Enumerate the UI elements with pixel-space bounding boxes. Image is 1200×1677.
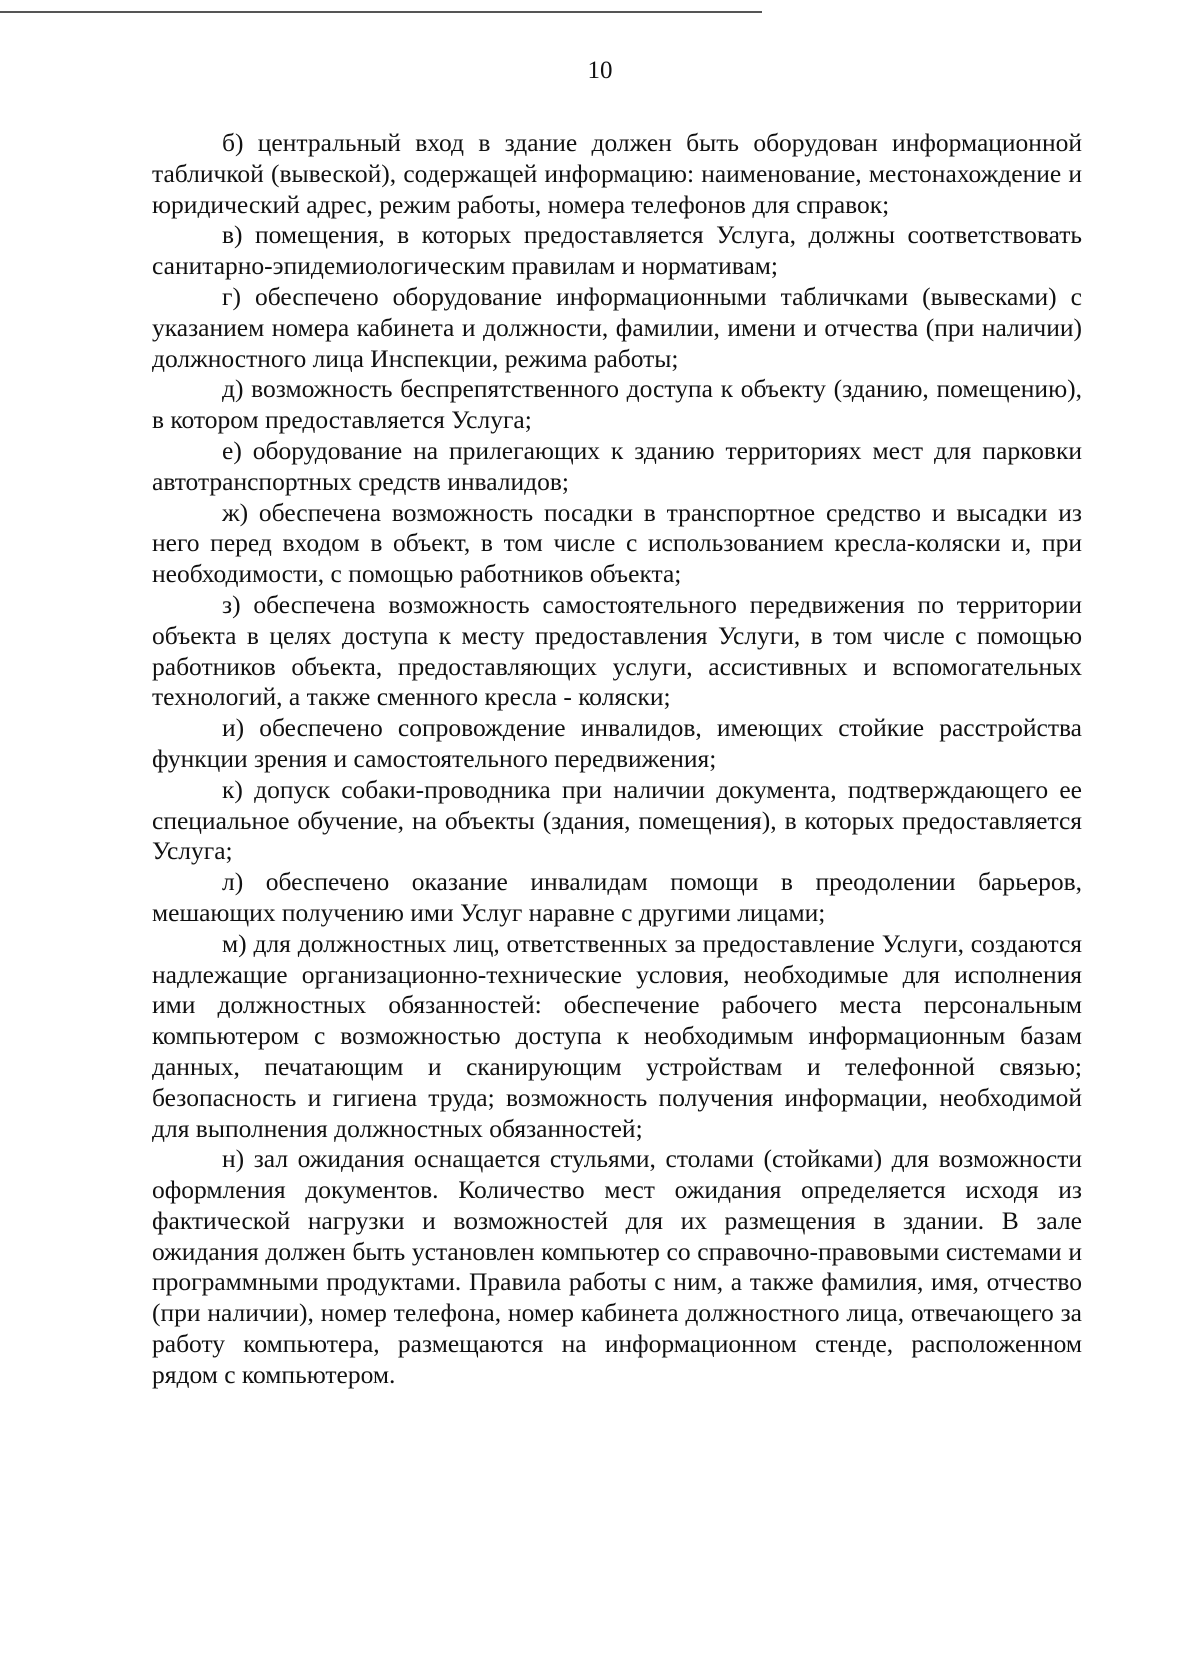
paragraph-g: г) обеспечено оборудование информационными табличками (вывесками) с указанием номера кабинета и должности, фамилии, имени и отчества (при наличии) должностного лица Инспекции, режима работы; <box>152 281 1082 373</box>
paragraph-v: в) помещения, в которых предоставляется Услуга, должны соответствовать санитарно-эпидемиологическим правилам и нормативам; <box>152 220 1082 281</box>
page-number: 10 <box>587 57 613 84</box>
paragraph-e: е) оборудование на прилегающих к зданию территориях мест для парковки автотранспортных средств инвалидов; <box>152 435 1082 496</box>
document-body <box>152 128 1082 1391</box>
paragraph-b: б) центральный вход в здание должен быть оборудован информационной табличкой (вывеской), содержащей информацию: наименование, местонахождение и юридический адрес, режим работы, номера телефонов для справок; <box>152 128 1082 219</box>
paragraph-m: м) для должностных лиц, ответственных за предоставление Услуги, создаются надлежащие организационно-технические условия, необходимые для исполнения ими должностных обязанностей: обеспечение рабочего места персональным компьютером с возможностью доступа к необходимым информационным базам данных, печатающим и сканирующим устройствам и телефонной связью; безопасность и гигиена труда; возможность получения информации, необходимой для выполнения должностных обязанностей; <box>152 928 1082 1143</box>
paragraph-i: и) обеспечено сопровождение инвалидов, имеющих стойкие расстройства функции зрения и самостоятельного передвижения; <box>152 713 1082 773</box>
paragraph-d: д) возможность беспрепятственного доступа к объекту (зданию, помещению), в котором предоставляется Услуга; <box>152 374 1082 435</box>
top-rule <box>0 11 762 13</box>
paragraph-n: н) зал ожидания оснащается стульями, столами (стойками) для возможности оформления документов. Количество мест ожидания определяется исходя из фактической нагрузки и возможностей для их размещения в здании. В зале ожидания должен быть установлен компьютер со справочно-правовыми системами и программными продуктами. Правила работы с ним, а также фамилия, имя, отчество (при наличии), номер телефона, номер кабинета должностного лица, отвечающего за работу компьютера, размещаются на информационном стенде, расположенном рядом с компьютером. <box>152 1144 1082 1389</box>
paragraph-z: з) обеспечена возможность самостоятельного передвижения по территории объекта в целях доступа к месту предоставления Услуги, в том числе с помощью работников объекта, предоставляющих услуги, ассистивных и вспомогательных технологий, а также сменного кресла - коляски; <box>152 589 1082 712</box>
paragraph-zh: ж) обеспечена возможность посадки в транспортное средство и высадки из него перед входом в объект, в том числе с использованием кресла-коляски и, при необходимости, с помощью работников объекта; <box>152 497 1082 589</box>
paragraph-l: л) обеспечено оказание инвалидам помощи в преодолении барьеров, мешающих получению ими Услуг наравне с другими лицами; <box>152 867 1082 927</box>
paragraph-k: к) допуск собаки-проводника при наличии документа, подтверждающего ее специальное обучение, на объекты (здания, помещения), в которых предоставляется Услуга; <box>152 774 1082 866</box>
